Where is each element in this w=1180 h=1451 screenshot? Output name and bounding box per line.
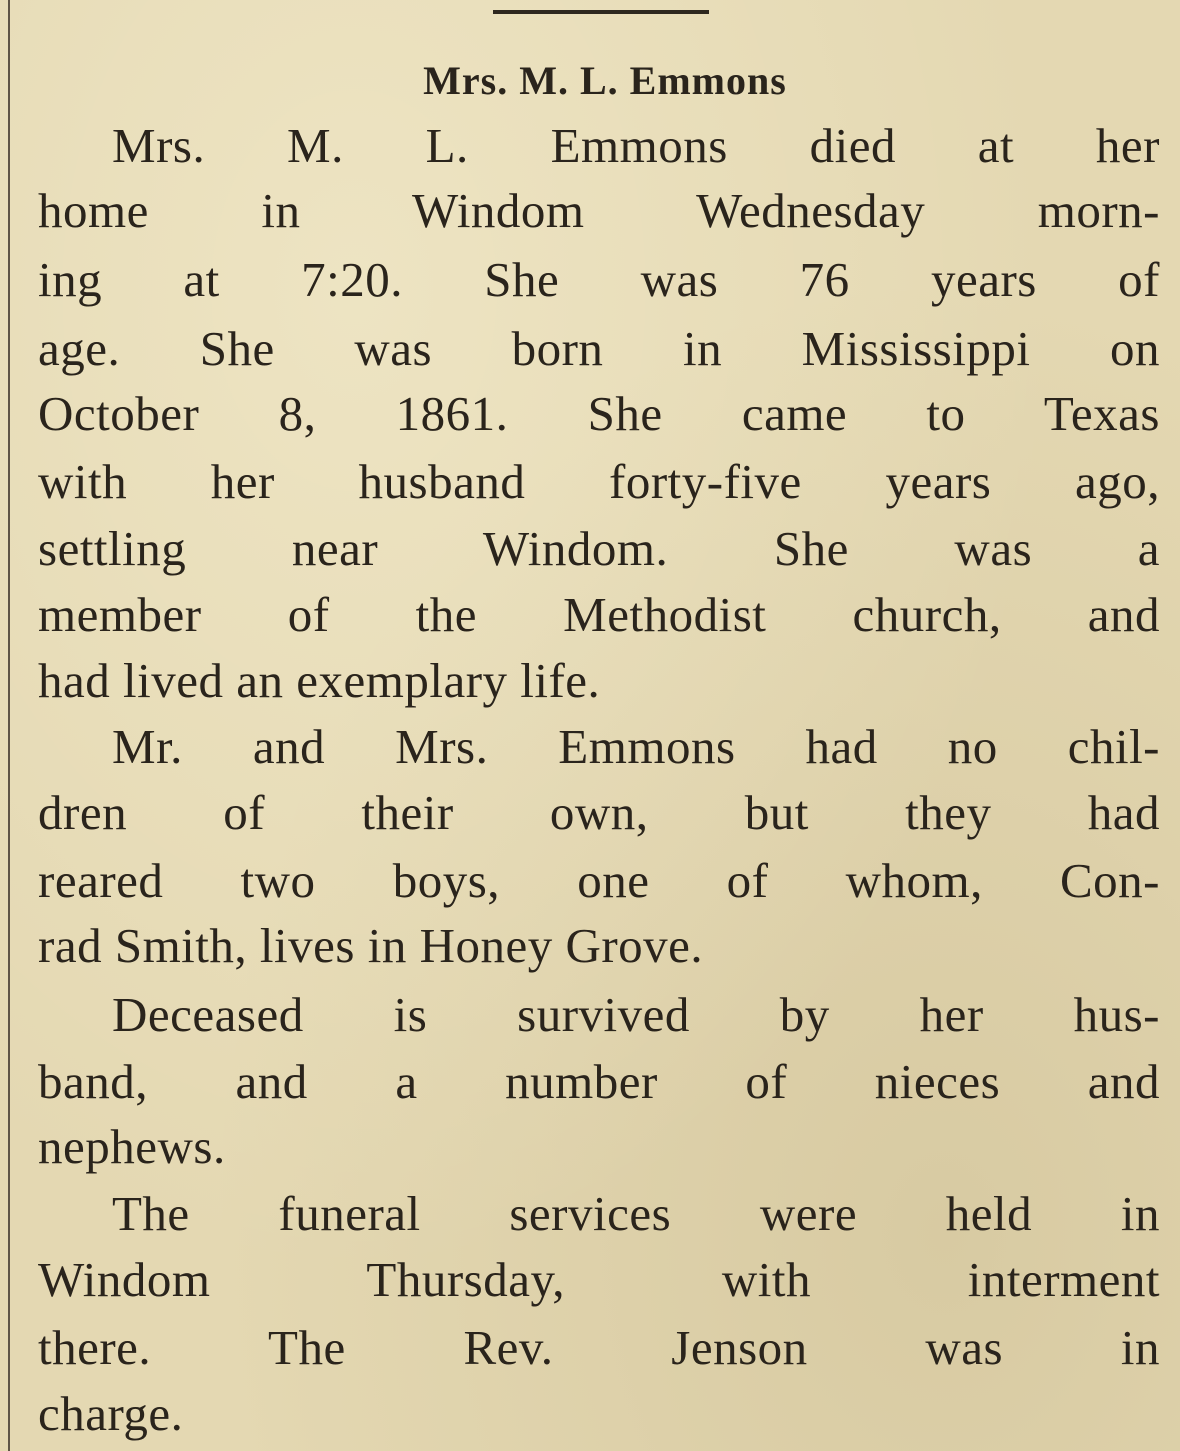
article-line: band, and a number of nieces and [38,1054,1160,1109]
article-line: rad Smith, lives in Honey Grove. [38,918,704,973]
article-line: reared two boys, one of whom, Con- [38,853,1160,908]
article-line: dren of their own, but they had [38,785,1160,840]
article-line: Mr. and Mrs. Emmons had no chil- [112,719,1160,774]
column-rule [8,0,10,1451]
article-line: The funeral services were held in [112,1186,1160,1241]
article-line: Mrs. M. L. Emmons died at her [112,118,1160,173]
article-line: member of the Methodist church, and [38,587,1160,642]
article-line: home in Windom Wednesday morn- [38,183,1160,238]
article-line: October 8, 1861. She came to Texas [38,386,1160,441]
article-headline: Mrs. M. L. Emmons [423,58,787,103]
article-line: with her husband forty-five years ago, [38,454,1160,509]
top-rule [493,10,709,14]
article-line: settling near Windom. She was a [38,521,1160,576]
article-line: charge. [38,1386,184,1441]
article-line: Deceased is survived by her hus- [112,987,1160,1042]
article-line: there. The Rev. Jenson was in [38,1320,1160,1375]
article-line: nephews. [38,1119,226,1174]
article-line: Windom Thursday, with interment [38,1252,1160,1307]
article-line: had lived an exemplary life. [38,653,601,708]
article-line: ing at 7:20. She was 76 years of [38,252,1160,307]
article-line: age. She was born in Mississippi on [38,321,1160,376]
